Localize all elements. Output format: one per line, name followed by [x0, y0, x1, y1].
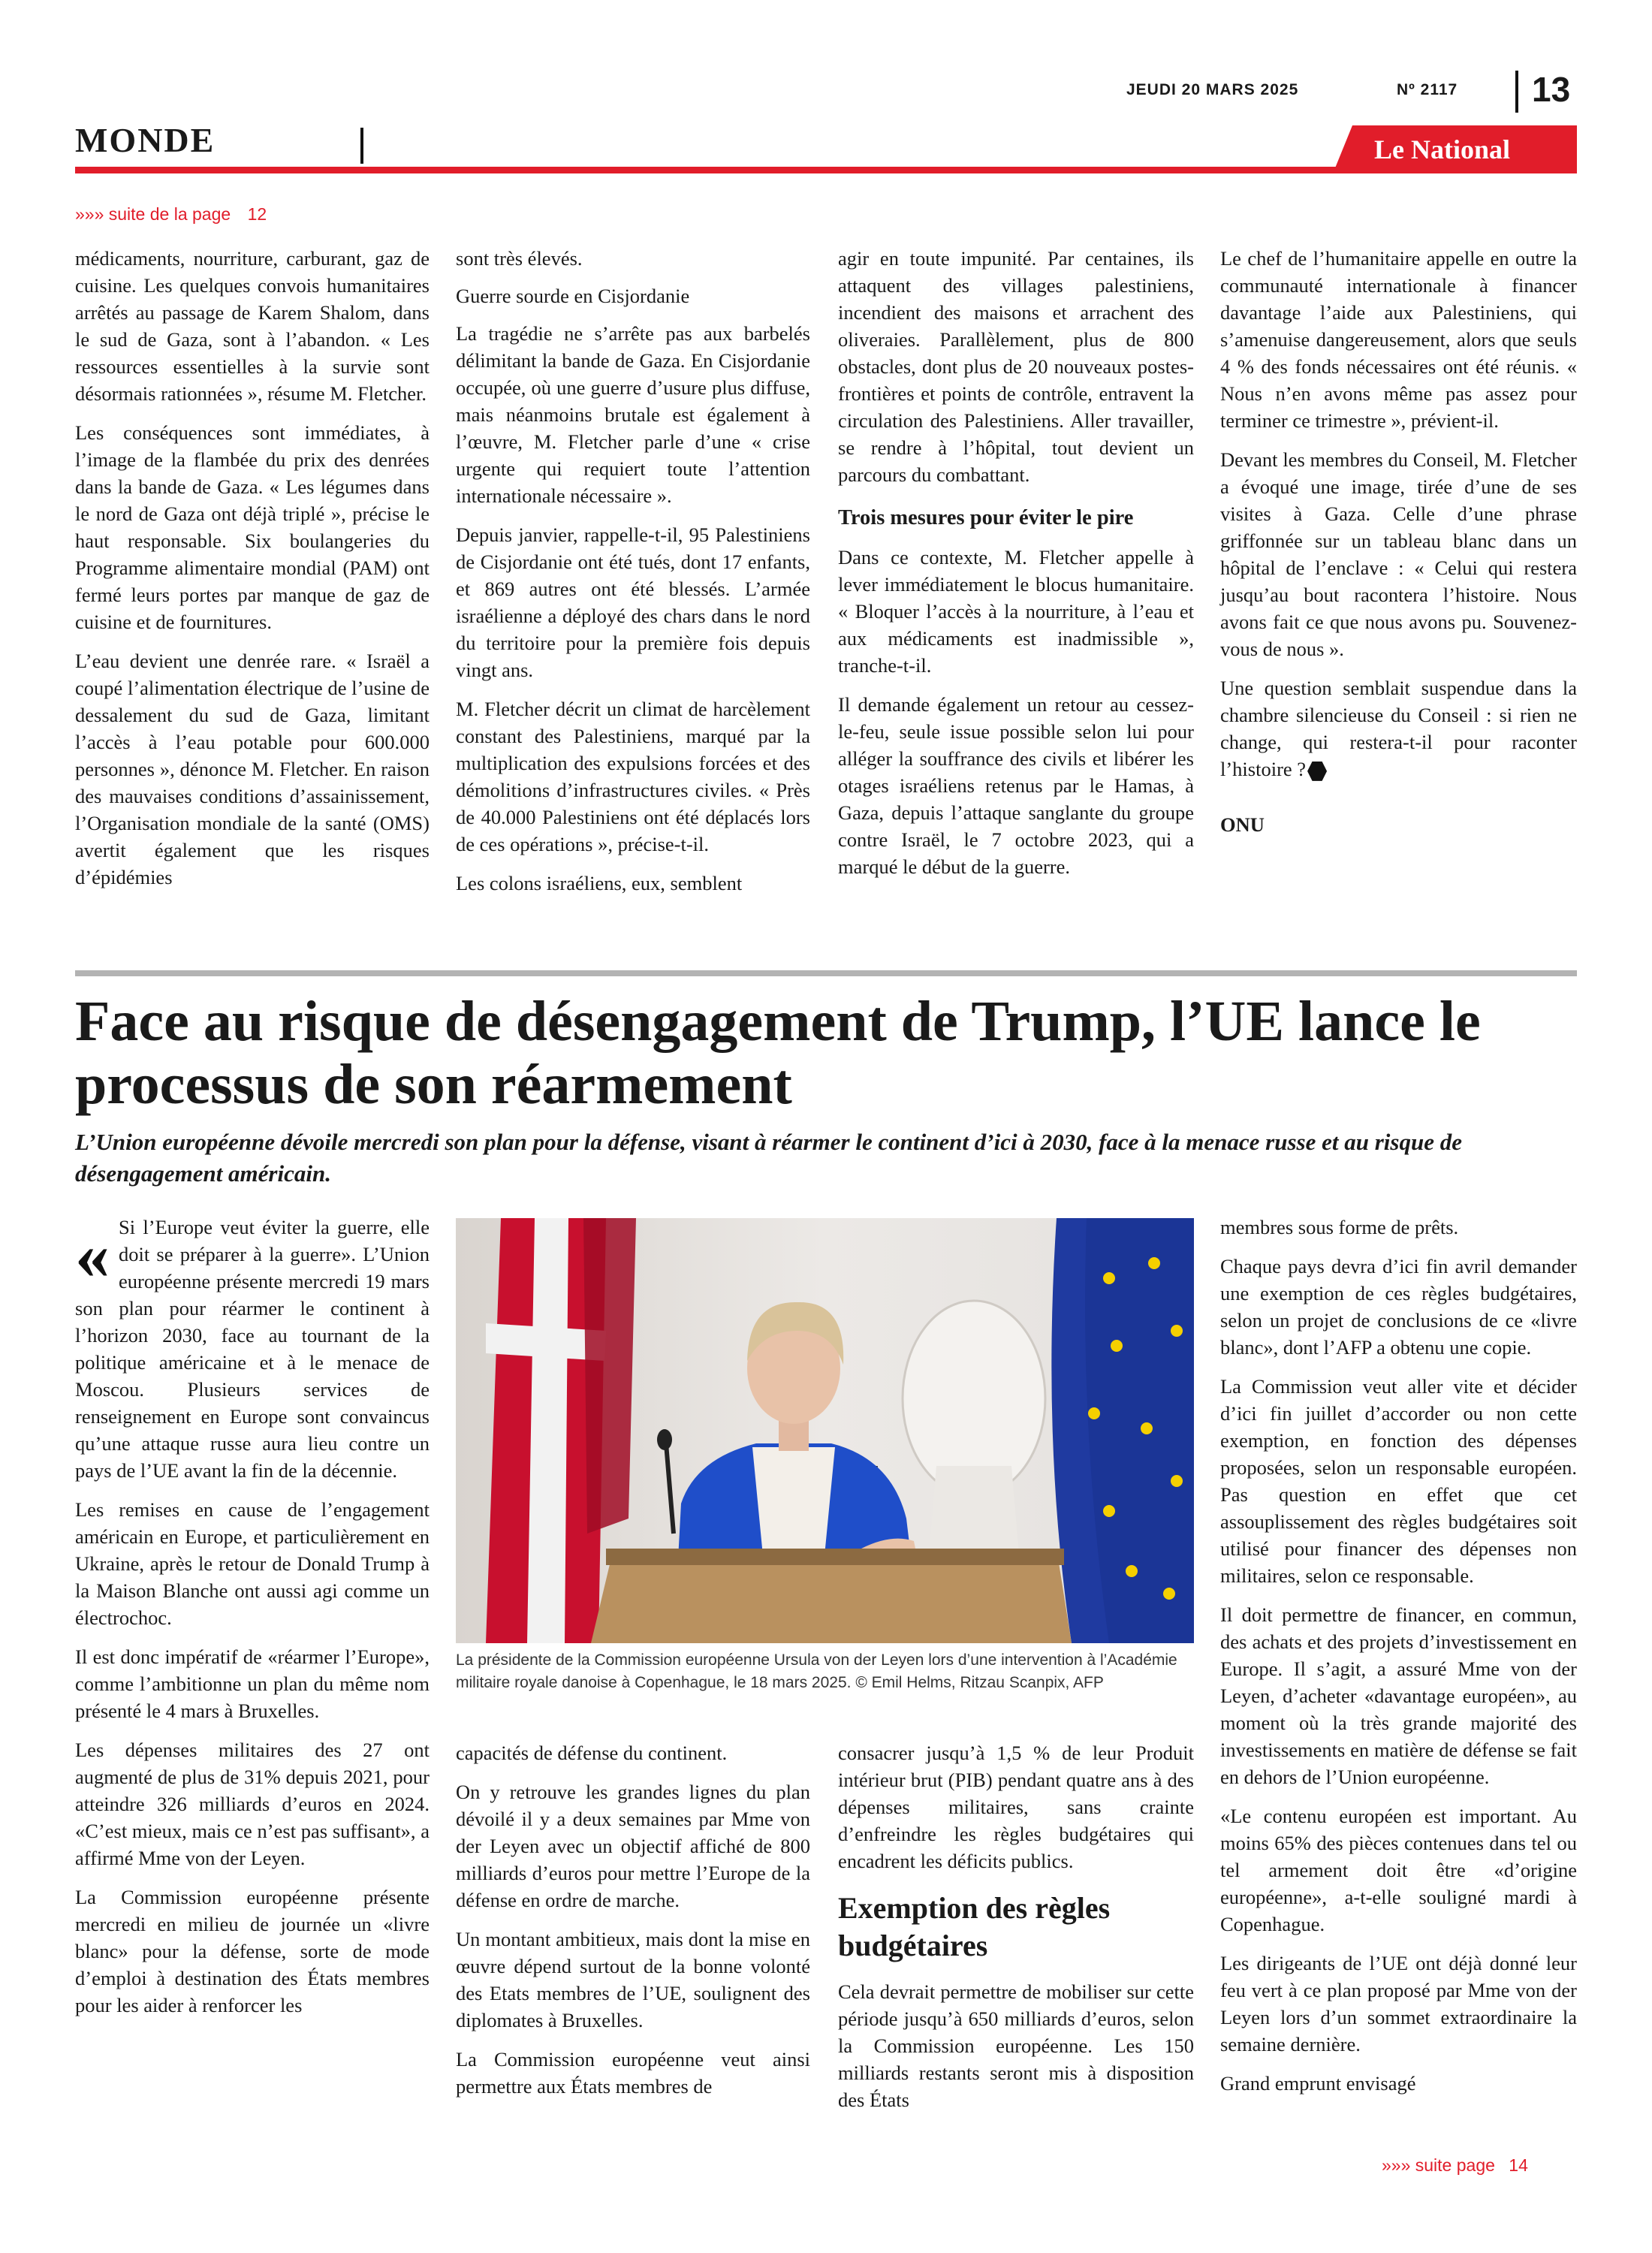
paragraph: membres sous forme de prêts.: [1220, 1216, 1459, 1238]
paragraph: Les colons israéliens, eux, semblent: [456, 872, 743, 894]
paragraph: La Commission européenne présente mercredi en milieu de journée un «livre blanc» pour la défense, sorte de mode d’emploi à destination des États membres pour les aider à renforcer les: [75, 1886, 430, 2016]
opening-quote-icon: «: [75, 1217, 110, 1293]
eu-flag: [1051, 1218, 1194, 1643]
paragraph: médicaments, nourriture, carburant, gaz de cuisine. Les quelques convois humanitaires arrêtés au passage de Karem Shalom, dans le sud de Gaza, sont à l’abandon. « Les ressources essentielles à la survie sont désormais rationnées », résume M. Fletcher.: [75, 247, 430, 405]
section-divider: [360, 128, 363, 164]
paragraph: Depuis janvier, rappelle-t-il, 95 Palestiniens de Cisjordanie ont été tués, dont 17 enfants, et 869 autres ont été blessés. L’armée israélienne a déployé des chars dans le nord du territoire pour la première fois depuis vingt ans.: [456, 523, 810, 681]
paragraph: On y retrouve les grandes lignes du plan dévoilé il y a deux semaines par Mme von der Leyen avec un objectif affiché de 800 milliards d’euros pour mettre l’Europe de la défense en ordre de marche.: [456, 1781, 810, 1911]
headline: Face au risque de désengagement de Trump, l’UE lance le processus de son réarmement: [75, 990, 1481, 1116]
page-number: 13: [1532, 70, 1571, 109]
paragraph: Il est donc impératif de «réarmer l’Europe», comme l’ambitionne un plan du même nom présenté le 4 mars à Bruxelles.: [75, 1645, 430, 1722]
article-photo: [456, 1218, 1194, 1643]
paragraph: consacrer jusqu’à 1,5 % de leur Produit intérieur brut (PIB) pendant quatre ans à des dépenses militaires, sans crainte d’enfreindre les règles budgétaires qui encadrent les déficits publics.: [838, 1742, 1194, 1872]
paragraph: La Commission veut aller vite et décider d’ici fin juillet d’accorder ou non cette exemption, en fonction des dépenses proposées, selon un responsable européen. Pas question en effet que cet assouplissement des règles budgétaires soit utilisé pour financer des dépenses non militaires, selon ce responsable.: [1220, 1375, 1577, 1587]
main-article-col-3: [838, 1739, 1194, 2125]
continued-from-page: 12: [247, 204, 267, 224]
standfirst: L’Union européenne dévoile mercredi son plan pour la défense, visant à réarmer le continent d’ici à 2030, face à la menace russe et au risque de désengagement américain.: [75, 1129, 1462, 1187]
paragraph: agir en toute impunité. Par centaines, ils attaquent des villages palestiniens, incendient des maisons et arrachent des oliveraies. Parallèlement, plus de 800 obstacles, dont plus de 20 nouveaux postes-frontières et points de contrôle, entravent la circulation des Palestiniens. Aller travailler, se rendre à l’hôpital, tout devient un parcours du combattant.: [838, 247, 1194, 486]
main-article-col-1: [75, 1214, 430, 2031]
photo-caption: La présidente de la Commission européenne Ursula von der Leyen lors d’une intervention à l’Académie militaire royale danoise à Copenhague, le 18 mars 2025. © Emil Helms, Ritzau Scanpix, AFP: [456, 1651, 1177, 1691]
continued-to[interactable]: [1382, 2155, 1528, 2176]
lead-text: Si l’Europe veut éviter la guerre, elle doit se préparer à la guerre». L’Union européenne présente mercredi 19 mars son plan pour réarmer le continent à l’horizon 2030, face au tournant de la politique américaine et à le menace de Moscou. Plusieurs services de renseignement en Europe sont convaincus qu’une attaque russe aura lieu contre un pays de l’UE avant la fin de la décennie.: [75, 1216, 430, 1482]
subhead: Guerre sourde en Cisjordanie: [456, 285, 690, 307]
top-article-col-3: [838, 245, 1194, 892]
paragraph: La Commission européenne veut ainsi permettre aux États membres de: [456, 2048, 810, 2098]
top-article-col-1: [75, 245, 430, 903]
continued-from: [75, 204, 267, 225]
paragraph: Les conséquences sont immédiates, à l’image de la flambée du prix des denrées dans la bande de Gaza. « Les légumes dans le nord de Gaza ont déjà triplé », précise le haut responsable. Six boulangeries du Programme alimentaire mondial (PAM) ont fermé leurs portes par manque de gaz de cuisine et de fournitures.: [75, 421, 430, 633]
paragraph: Il doit permettre de financer, en commun, des achats et des projets d’investissement en Europe. Il s’agit, a assuré Mme von der Leyen, d’acheter «davantage européen», au moment où la très grande majorité des investissements en matière de défense se fait en dehors de l’Union européenne.: [1220, 1603, 1577, 1788]
main-article-col-2: [456, 1739, 810, 2112]
paragraph: Les dépenses militaires des 27 ont augmenté de plus de 31% depuis 2021, pour atteindre 326 milliards d’euros en 2024. «C’est mieux, mais ce n’est pas suffisant», a affirmé Mme von der Leyen.: [75, 1739, 430, 1869]
continued-from-label: »»» suite de la page: [75, 204, 231, 224]
paragraph-final-text: Une question semblait suspendue dans la chambre silencieuse du Conseil : si rien ne change, qui restera-t-il pour raconter l’histoire ?: [1220, 677, 1577, 780]
paragraph: Chaque pays devra d’ici fin avril demander une exemption de ces règles budgétaires, selon un projet de conclusions de ce «livre blanc», dont l’AFP a obtenu une copie.: [1220, 1255, 1577, 1359]
continued-to-label: »»» suite page: [1382, 2155, 1495, 2175]
signature: ONU: [1220, 813, 1265, 836]
paragraph: Un montant ambitieux, mais dont la mise en œuvre dépend surtout de la bonne volonté des Etats membres de l’UE, soulignent des diplomates à Bruxelles.: [456, 1928, 810, 2031]
section-title: MONDE: [75, 121, 216, 159]
paragraph: «Le contenu européen est important. Au moins 65% des pièces contenues dans tel ou tel armement doit être «d’origine européenne», a-t-elle souligné mardi à Copenhague.: [1220, 1805, 1577, 1935]
end-of-article-icon: [1307, 762, 1327, 781]
paragraph: capacités de défense du continent.: [456, 1742, 728, 1764]
top-article-col-4: [1220, 245, 1577, 850]
article-divider: [75, 970, 1577, 976]
paragraph: Les remises en cause de l’engagement américain en Europe, et particulièrement en Ukraine, après le retour de Donald Trump à la Maison Blanche ont aussi agi comme un électrochoc.: [75, 1498, 430, 1629]
main-article-col-4: [1220, 1214, 1577, 2109]
paragraph: Cela devrait permettre de mobiliser sur cette période jusqu’à 650 milliards d’euros, selon la Commission européenne. Les 150 milliards restants seront mis à disposition des États: [838, 1980, 1194, 2111]
page-number-divider: [1515, 71, 1518, 113]
paragraph: Il demande également un retour au cessez-le-feu, seule issue possible selon lui pour alléger la souffrance des civils et libérer les otages israéliens retenus par le Hamas, à Gaza, depuis l’attaque sanglante du groupe contre Israël, le 7 octobre 2023, qui a marqué le début de la guerre.: [838, 693, 1194, 878]
paragraph: L’eau devient une denrée rare. « Israël a coupé l’alimentation électrique de l’usine de dessalement du sud de Gaza, limitant l’accès à l’eau potable pour 600.000 personnes », dénonce M. Fletcher. En raison des mauvaises conditions d’assainissement, l’Organisation mondiale de la santé (OMS) avertit également que les risques d’épidémies: [75, 650, 430, 888]
paragraph: Le chef de l’humanitaire appelle en outre la communauté internationale à financer davantage l’aide aux Palestiniens, qui s’amenuise dangereusement, alors que seuls 4 % des fonds nécessaires ont été réunis. « Nous n’en avons même pas assez pour terminer ce trimestre », prévient-il.: [1220, 247, 1577, 432]
paragraph-final: [1220, 674, 1577, 783]
paragraph: Les dirigeants de l’UE ont déjà donné leur feu vert à ce plan proposé par Mme von der Leyen lors d’un sommet extraordinaire la semaine dernière.: [1220, 1952, 1577, 2055]
subhead: Grand emprunt envisagé: [1220, 2072, 1416, 2095]
issue-date: JEUDI 20 MARS 2025: [1126, 81, 1299, 98]
paragraph: Devant les membres du Conseil, M. Fletcher a évoqué une image, tirée d’une de ses visites à Gaza. Celle d’une phrase griffonnée sur un tableau blanc dans un hôpital de l’enclave : « Celui qui restera jusqu’au bout racontera l’histoire. Nous avons fait ce que nous avons pu. Souvenez-vous de nous ».: [1220, 448, 1577, 660]
issue-number: Nº 2117: [1397, 81, 1458, 98]
paragraph: sont très élevés.: [456, 247, 583, 270]
paragraph: Dans ce contexte, M. Fletcher appelle à lever immédiatement le blocus humanitaire. « Bloquer l’accès à la nourriture, à l’eau et aux médicaments est inadmissible », tranche-t-il.: [838, 546, 1194, 677]
continued-to-page: 14: [1509, 2155, 1528, 2175]
subhead: Trois mesures pour éviter le pire: [838, 506, 1134, 529]
paragraph-lead: [75, 1214, 430, 1484]
brand-logo: Le National: [1374, 134, 1511, 164]
paragraph: M. Fletcher décrit un climat de harcèlement constant des Palestiniens, marqué par la multiplication des expulsions forcées et des démolitions d’infrastructures civiles. « Près de 40.000 Palestiniens ont été déplacés lors de ces opérations », précise-t-il.: [456, 698, 810, 855]
subhead: Exemption des règles budgétaires: [838, 1891, 1111, 1962]
top-article-col-2: [456, 245, 810, 909]
photo-illustration: [456, 1218, 1194, 1643]
paragraph: La tragédie ne s’arrête pas aux barbelés délimitant la bande de Gaza. En Cisjordanie occupée, où une guerre d’usure plus diffuse, mais néanmoins brutale est également à l’œuvre, M. Fletcher parle d’une « crise urgente qui requiert toute l’attention internationale nécessaire ».: [456, 322, 810, 507]
